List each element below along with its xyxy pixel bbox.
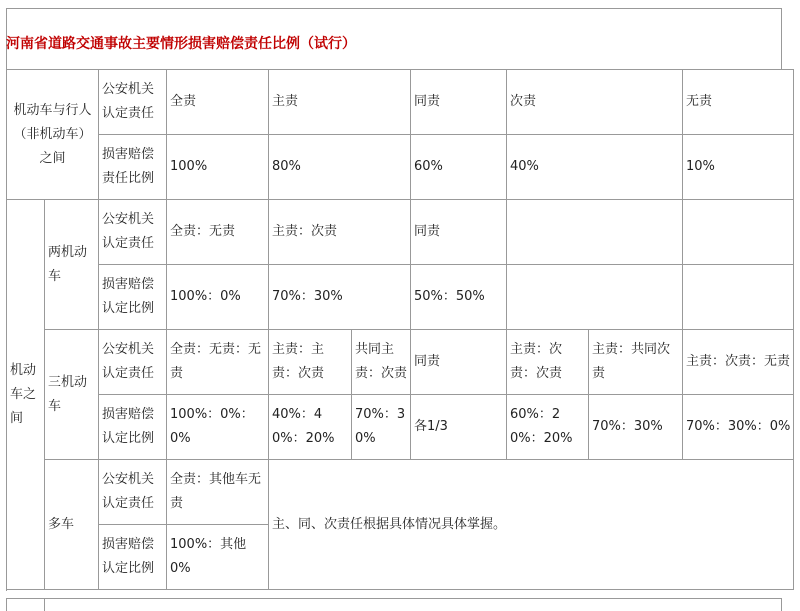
resp-cell: 全责：其他车无责 [167,460,269,525]
table-row [7,330,794,395]
resp-cell: 主责：次责 [269,200,411,265]
resp-cell: 主责：次责：无责 [683,330,794,395]
resp-cell: 无责 [683,70,794,135]
multi-note-cell: 主、同、次责任根据具体情况具体掌握。 [269,460,794,590]
empty-cell [507,200,683,265]
empty-cell [683,265,794,330]
ratio-cell: 50%：50% [411,265,507,330]
document-title: 河南省道路交通事故主要情形损害赔偿责任比例（试行） [6,36,356,52]
ratio-cell: 10% [683,135,794,200]
ratio-cell: 60% [411,135,507,200]
table-row [7,70,794,135]
resp-cell: 全责：无责 [167,200,269,265]
resp-cell: 共同主责：次责 [352,330,411,395]
police-label-cell: 公安机关认定责任 [99,330,167,395]
resp-cell: 全责：无责：无责 [167,330,269,395]
empty-cell [507,265,683,330]
two-vehicle-label: 两机动车 [45,200,99,330]
ped-header-cell: 机动车与行人（非机动车）之间 [7,70,99,200]
table-row [7,135,794,200]
comp-label-cell: 损害赔偿认定比例 [99,395,167,460]
veh-header-cell: 机动车之间 [7,200,45,590]
police-label-cell: 公安机关认定责任 [99,460,167,525]
resp-cell: 主责：共同次责 [589,330,683,395]
three-vehicle-label: 三机动车 [45,330,99,460]
ratio-cell: 70%：30% [269,265,411,330]
ratio-cell: 100%：0%：0% [167,395,269,460]
table-row [7,200,794,265]
top-border-line [6,8,782,9]
top-right-line [781,8,782,69]
table-row [7,460,794,525]
ratio-cell: 80% [269,135,411,200]
resp-cell: 主责：次责：次责 [507,330,589,395]
police-label-cell: 公安机关认定责任 [99,70,167,135]
empty-cell [683,200,794,265]
police-label-cell: 公安机关认定责任 [99,200,167,265]
resp-cell: 同责 [411,330,507,395]
compensation-table [6,69,794,590]
resp-cell: 主责 [269,70,411,135]
ratio-cell: 70%：30% [589,395,683,460]
ratio-cell: 100%：其他0% [167,525,269,590]
next-row-fragment [6,598,782,611]
ratio-cell: 40% [507,135,683,200]
ratio-cell: 各1/3 [411,395,507,460]
ratio-cell: 70%：30%：0% [683,395,794,460]
resp-cell: 全责 [167,70,269,135]
ratio-cell: 70%：30% [352,395,411,460]
comp-label-cell: 损害赔偿认定比例 [99,525,167,590]
multi-vehicle-label: 多车 [45,460,99,590]
ratio-cell: 40%：40%：20% [269,395,352,460]
table-row [7,265,794,330]
comp-label-cell: 损害赔偿责任比例 [99,135,167,200]
comp-label-cell: 损害赔偿认定比例 [99,265,167,330]
resp-cell: 同责 [411,200,507,265]
ratio-cell: 100% [167,135,269,200]
ratio-cell: 60%：20%：20% [507,395,589,460]
resp-cell: 次责 [507,70,683,135]
table-row [7,395,794,460]
resp-cell: 主责：主责：次责 [269,330,352,395]
ratio-cell: 100%：0% [167,265,269,330]
resp-cell: 同责 [411,70,507,135]
